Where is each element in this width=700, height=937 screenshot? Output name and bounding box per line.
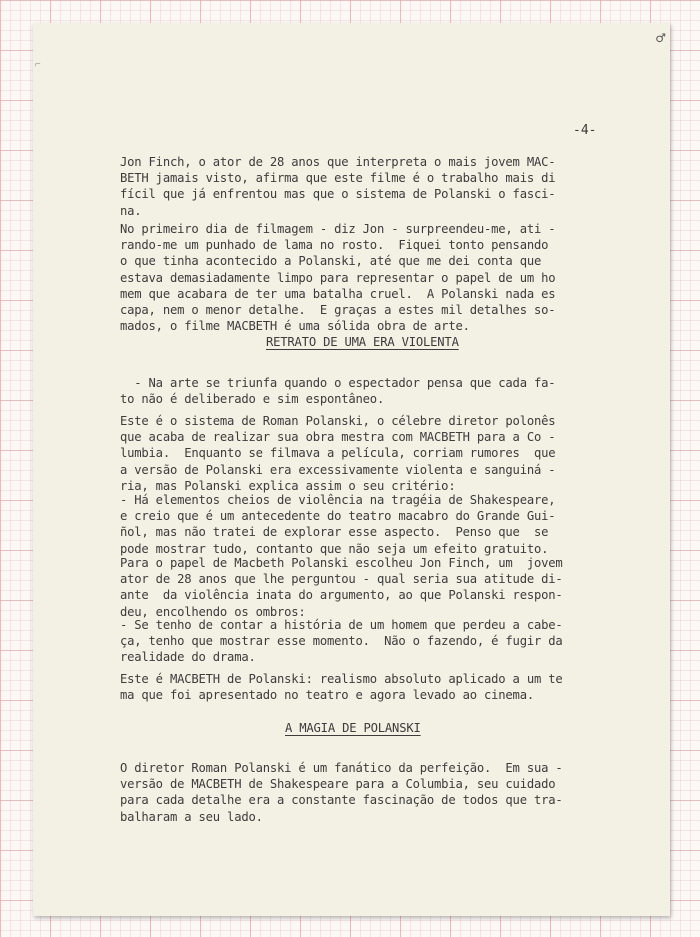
- corner-mark: ⌐: [35, 59, 41, 70]
- paragraph-historia-homem: - Se tenho de contar a história de um homem que perdeu a cabe- ça, tenho que mostrar esse momento. Não o fazendo, é fugir da realidade do drama.: [120, 618, 563, 665]
- section-heading-magia: A MAGIA DE POLANSKI: [285, 721, 421, 735]
- edge-mark: ♂: [655, 31, 666, 45]
- paragraph-realismo: Este é MACBETH de Polanski: realismo absoluto aplicado a um te ma que foi apresentado no teatro e agora levado ao cinema.: [120, 672, 563, 703]
- paragraph-sistema-polanski: Este é o sistema de Roman Polanski, o célebre diretor polonês que acaba de realizar sua obra mestra com MACBETH para a Co - lumbia. Enquanto se filmava a película, corriam rumores que a versão de Polanski era excessivamente violenta e sanguiná - ria, mas Polanski explica assim o seu critério:: [120, 414, 556, 493]
- paragraph-jon-finch: Jon Finch, o ator de 28 anos que interpreta o mais jovem MAC- BETH jamais visto, afirma que este filme é o trabalho mais di fícil que já enfrentou mas que o sistema de Polanski o fasci- na.: [120, 155, 556, 218]
- paragraph-arte-triunfa: - Na arte se triunfa quando o espectador pensa que cada fa- to não é deliberado e sim espontâneo.: [120, 376, 556, 407]
- paragraph-first-day: No primeiro dia de filmagem - diz Jon - surpreendeu-me, ati - rando-me um punhado de lama no rosto. Fiquei tonto pensando o que tinha acontecido a Polanski, até que me dei conta que estava demasiadamente limpo para representar o papel de um ho mem que acabara de ter uma batalha cruel. A Polanski nada es capa, nem o menor detalhe. E graças a estes mil detalhes so- mados, o filme MACBETH é uma sólida obra de arte.: [120, 222, 556, 334]
- section-heading-retrato: RETRATO DE UMA ERA VIOLENTA: [266, 335, 459, 349]
- paragraph-violencia: - Há elementos cheios de violência na tragéia de Shakespeare, e creio que é um antecedente do teatro macabro do Grande Gui- ñol, mas não tratei de explorar esse aspecto. Penso que se pode mostrar tudo, contanto que não seja um efeito gratuito.: [120, 493, 556, 556]
- page-number: -4-: [573, 123, 597, 138]
- paragraph-papel-macbeth: Para o papel de Macbeth Polanski escolheu Jon Finch, um jovem ator de 28 anos que lhe perguntou - qual seria sua atitude di- ante da violência inata do argumento, ao que Polanski respon- deu, encolhendo os ombros:: [120, 556, 563, 619]
- typed-page: [33, 23, 670, 916]
- paragraph-perfeicao: O diretor Roman Polanski é um fanático da perfeição. Em sua - versão de MACBETH de Shakespeare para a Columbia, seu cuidado para cada detalhe era a constante fascinação de todos que tra- balharam a seu lado.: [120, 761, 563, 824]
